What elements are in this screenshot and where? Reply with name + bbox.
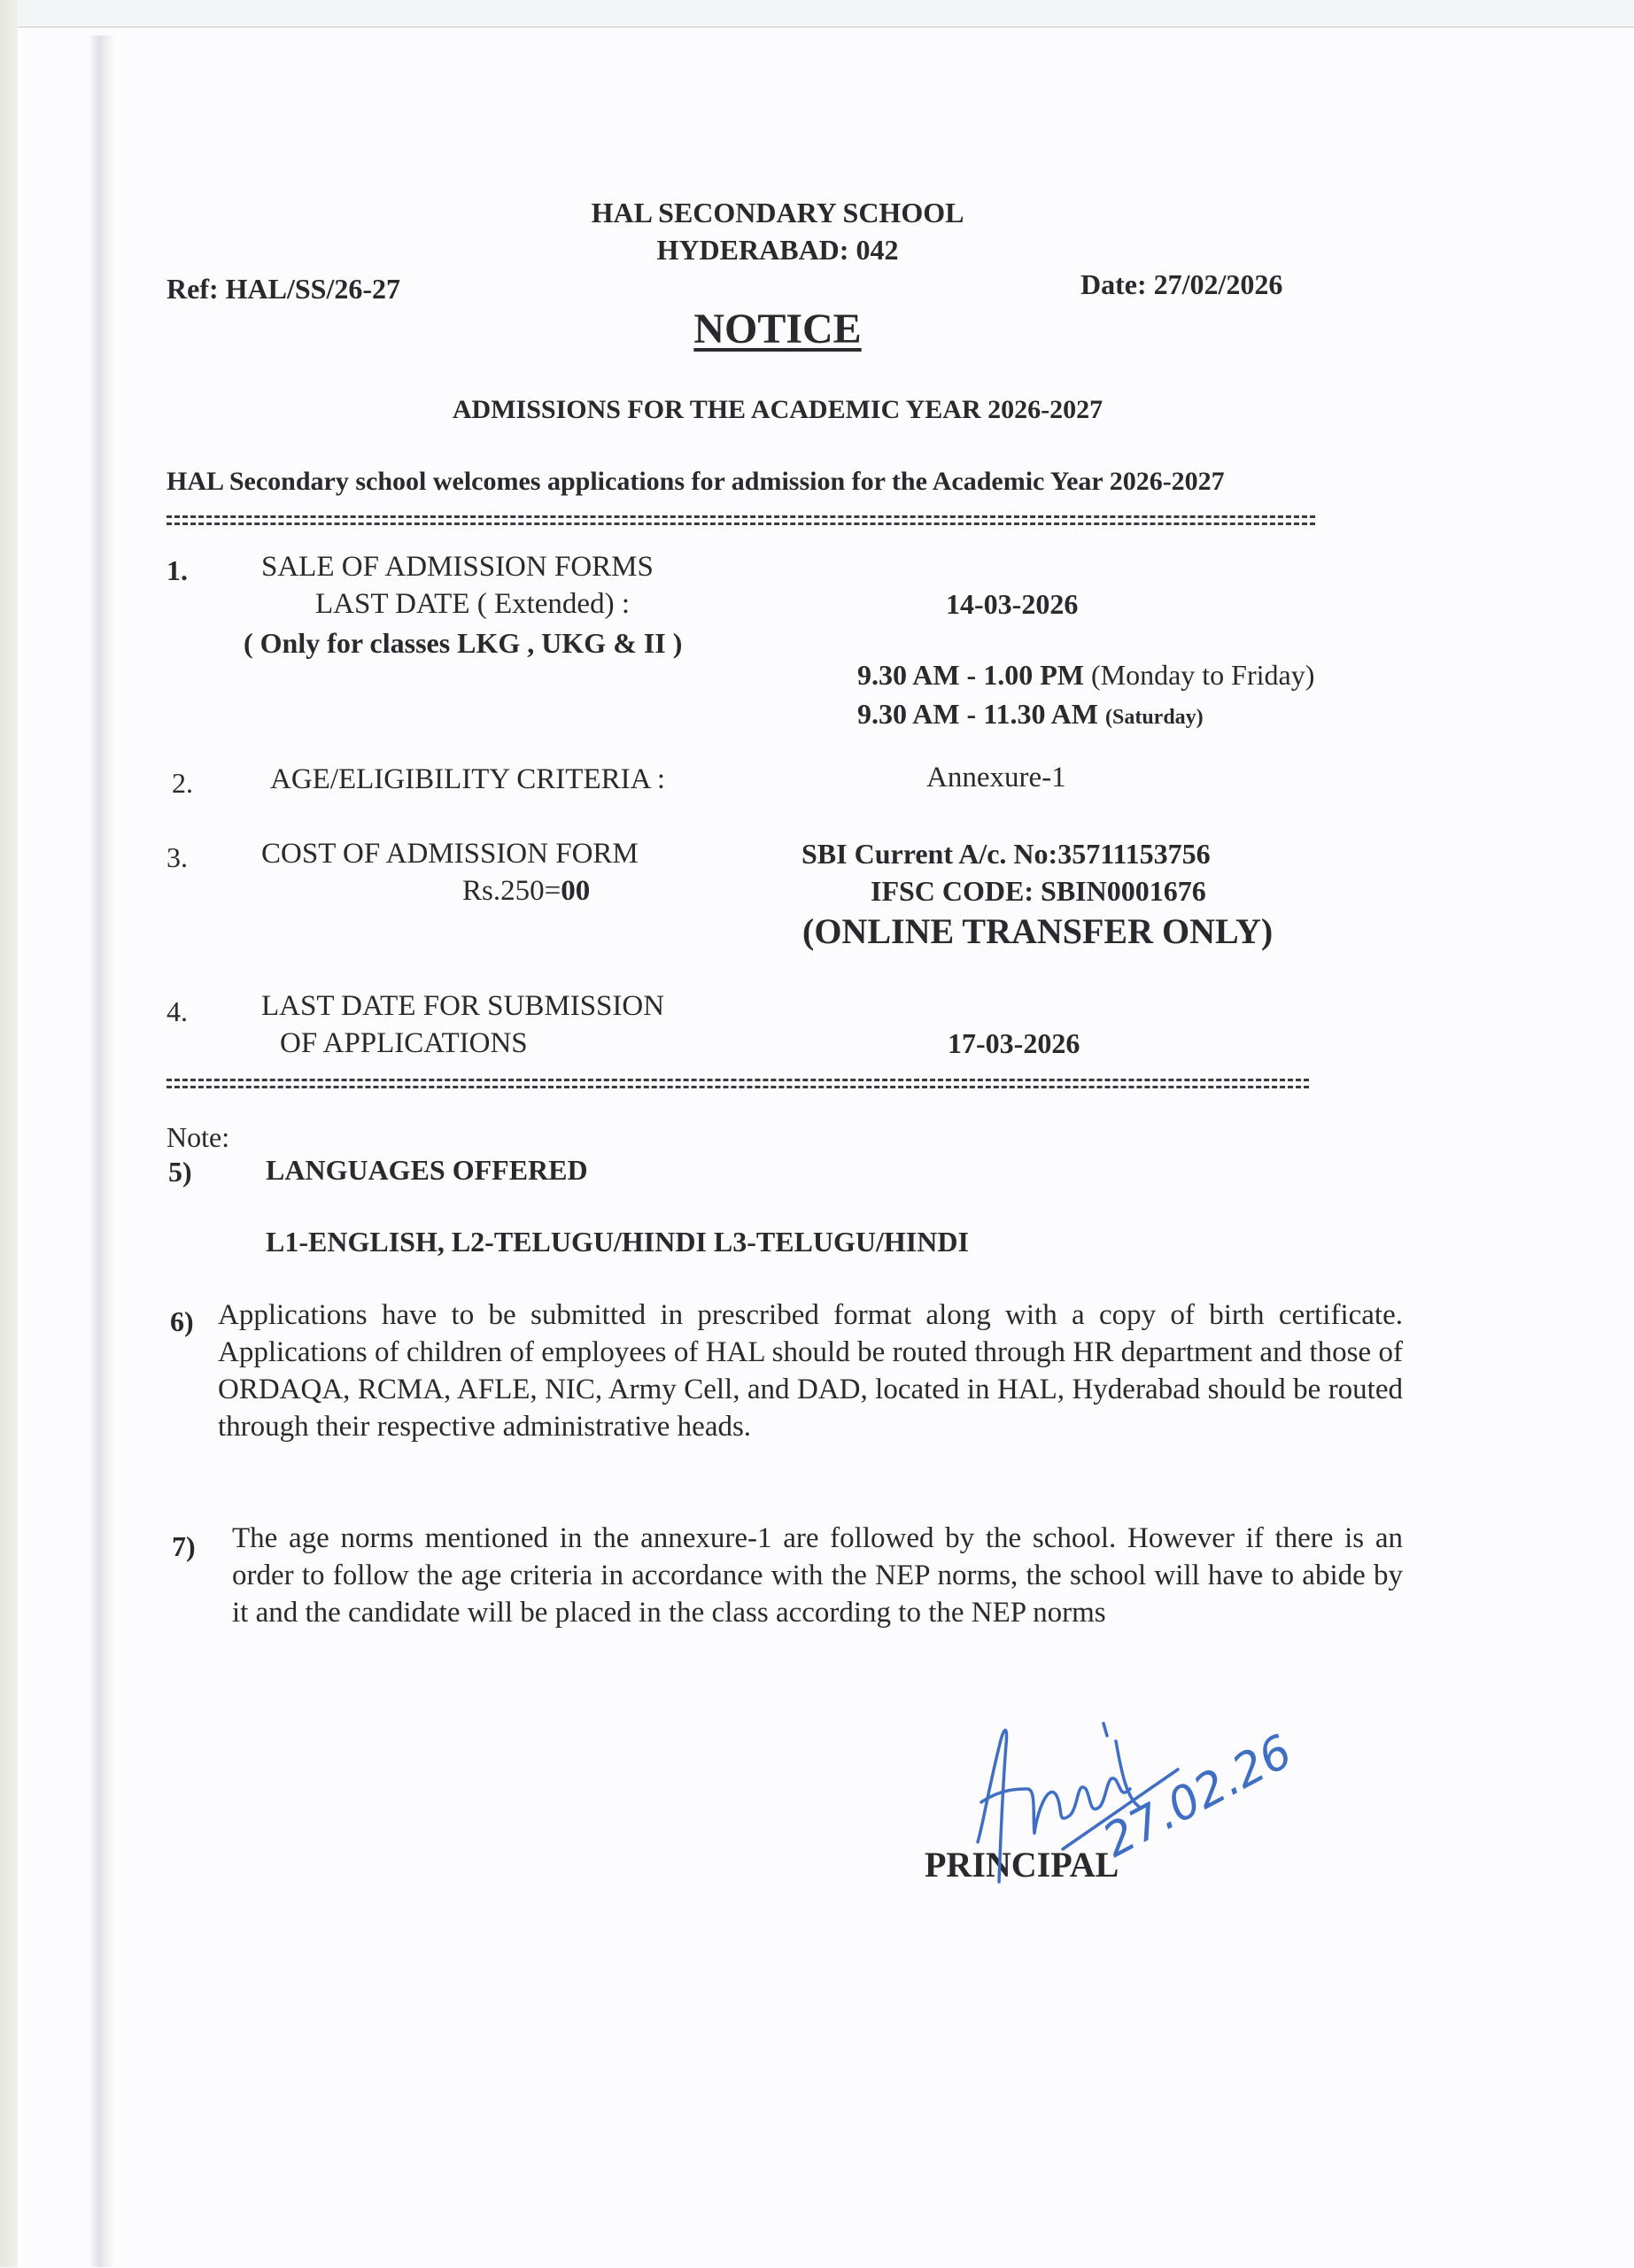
item-number: 1. [166,554,188,586]
timing-days: (Saturday) [1104,706,1204,729]
reference-number: Ref: HAL/SS/26-27 [166,273,400,305]
scan-left-edge [0,0,18,2267]
note-number: 7) [172,1530,196,1562]
notice-title: NOTICE [693,306,862,352]
item-label-line: SALE OF ADMISSION FORMS [261,551,654,583]
item-label-line: OF APPLICATIONS [280,1027,528,1059]
item-number: 4. [166,995,188,1027]
timing-weekday [857,659,1314,692]
languages-heading: LANGUAGES OFFERED [266,1154,588,1186]
form-cost-paise: 00 [561,875,591,907]
timing-days: (Monday to Friday) [1090,659,1315,691]
item-label-line: LAST DATE FOR SUBMISSION [261,990,665,1022]
signature-date: 27.02.26 [1094,1724,1301,1869]
bank-account: SBI Current A/c. No:35711153756 [802,838,1211,870]
scan-artifact-strip [89,35,115,2267]
document-sheet [18,27,1634,2268]
item-label-note: ( Only for classes LKG , UKG & II ) [244,627,683,659]
timing-hours: 9.30 AM - 11.30 AM [857,698,1098,730]
school-location: HYDERABAD: 042 [656,234,899,266]
notice-date: Date: 27/02/2026 [1080,268,1283,300]
welcome-line: HAL Secondary school welcomes applications for admission for the Academic Year 2026-2027 [166,467,1225,496]
ifsc-code: IFSC CODE: SBIN0001676 [871,875,1206,907]
item-label-line: AGE/ELIGIBILITY CRITERIA : [270,763,666,795]
form-cost [462,875,590,908]
sale-last-date: 14-03-2026 [946,588,1079,620]
signature-stroke [978,1730,1007,1882]
languages-list: L1-ENGLISH, L2-TELUGU/HINDI L3-TELUGU/HINDI [266,1226,969,1258]
submission-last-date: 17-03-2026 [948,1027,1080,1059]
form-cost-amount: Rs.250= [462,875,561,907]
item-number: 3. [166,841,188,873]
timing-hours: 9.30 AM - 1.00 PM [857,659,1084,691]
eligibility-value: Annexure-1 [926,762,1066,793]
school-name: HAL SECONDARY SCHOOL [591,197,964,228]
signature-stroke [1104,1723,1107,1736]
double-divider-bottom [166,1079,1309,1088]
item-label-line: LAST DATE ( Extended) : [315,588,630,620]
timing-saturday [857,698,1204,731]
principal-signature [965,1656,1320,1904]
double-divider-top [166,515,1315,525]
note-paragraph-7: The age norms mentioned in the annexure-1 are followed by the school. However if there is an order to follow the age criteria in accordance with the NEP norms, the school will have to abide by it and the candidate will be placed in the class according to the NEP norms [232,1522,1403,1629]
notice-subtitle: ADMISSIONS FOR THE ACADEMIC YEAR 2026-2027 [452,395,1104,424]
note-number: 5) [168,1156,192,1188]
signature-stroke [1116,1741,1139,1807]
note-heading: Note: [166,1121,230,1153]
payment-mode: (ONLINE TRANSFER ONLY) [802,911,1274,951]
item-number: 2. [172,767,193,799]
note-paragraph-6: Applications have to be submitted in prescribed format along with a copy of birth certificate. Applications of children of employees of HAL should be routed through HR department and those of ORDAQA, RCMA, AFLE, NIC, Army Cell, and DAD, located in HAL, Hyderabad should be routed through their respective administrative heads. [218,1299,1403,1443]
note-number: 6) [170,1305,194,1337]
principal-designation: PRINCIPAL [925,1845,1119,1885]
item-label-line: COST OF ADMISSION FORM [261,838,639,870]
